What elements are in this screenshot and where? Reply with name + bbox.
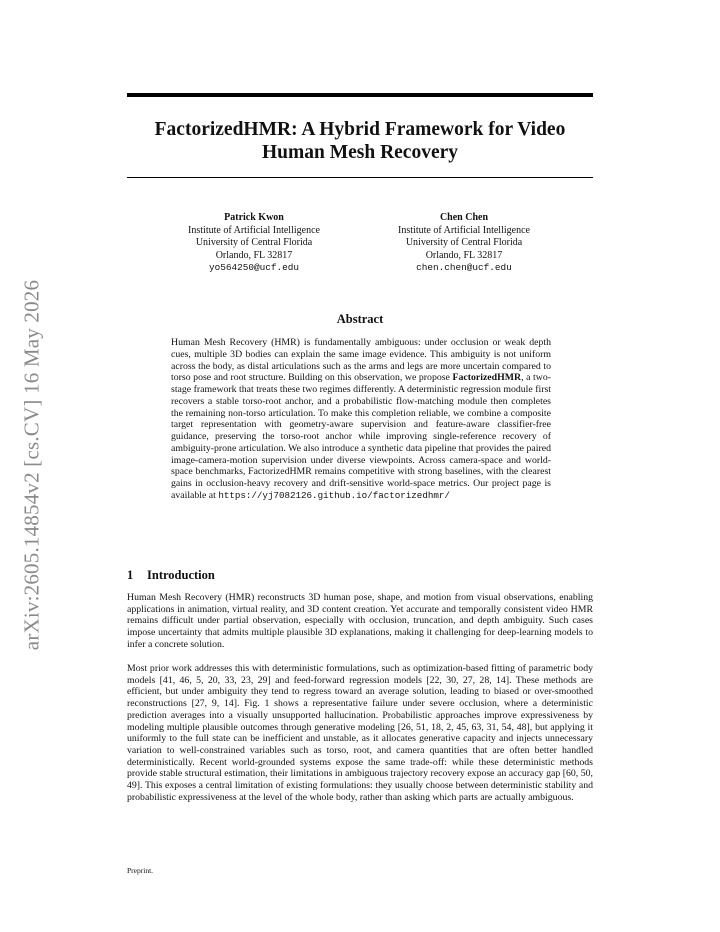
arxiv-identifier: arXiv:2605.14854v2 [cs.CV] 16 May 2026 — [19, 279, 44, 651]
author-affiliation: Institute of Artificial Intelligence — [188, 224, 320, 236]
author-affiliation: Institute of Artificial Intelligence — [398, 224, 530, 236]
author-name: Patrick Kwon — [224, 212, 284, 223]
arxiv-sidebar — [18, 255, 46, 675]
footer-note: Preprint. — [127, 866, 154, 875]
author-location: Orlando, FL 32817 — [425, 249, 503, 261]
section-heading — [127, 568, 215, 583]
method-name: FactorizedHMR — [452, 372, 522, 384]
abstract-text: Human Mesh Recovery (HMR) is fundamentally ambiguous: under occlusion or weak depth cues, multiple 3D bodies can explain the same image evidence. This ambiguity is not uniform across the body, as distal articulations such as the arms and legs are more uncertain compared to torso pose and root structure. Building on this observation, we propose — [171, 337, 551, 384]
author-block — [149, 212, 359, 275]
author-email: yo564250@ucf.edu — [208, 262, 299, 274]
author-name: Chen Chen — [439, 212, 489, 223]
project-page-link[interactable]: https://yj7082126.github.io/factorizedhmr/ — [218, 489, 450, 501]
section-number: 1 — [127, 568, 134, 582]
abstract-text: , a two-stage framework that treats these two regimes differently. A deterministic regression module first recovers a stable torso-root anchor, and a probabilistic flow-matching module then completes the remaining non-torso articulation. To make this completion reliable, we combine a composite target representation with geometry-aware supervision and feature-aware classifier-free guidance, preserving the torso-root anchor while improving single-reference recovery of ambiguity-prone articulation. We also introduce a synthetic data pipeline that provides the paired image-camera-motion supervision under diverse viewpoints. Across camera-space and world-space benchmarks, FactorizedHMR remains competitive with strong baselines, with the clearest gains in occlusion-heavy recovery and drift-sensitive world-space metrics. Our project page is available at — [171, 372, 551, 501]
author-university: University of Central Florida — [195, 237, 313, 249]
abstract-body — [171, 337, 551, 502]
paper-title: FactorizedHMR: A Hybrid Framework for Video Human Mesh Recovery — [154, 119, 566, 163]
author-university: University of Central Florida — [405, 237, 523, 249]
abstract-heading: Abstract — [336, 312, 384, 326]
section-title: Introduction — [147, 568, 215, 582]
title-bottom-rule — [127, 177, 593, 178]
author-location: Orlando, FL 32817 — [215, 249, 293, 261]
title-top-rule — [127, 93, 593, 97]
author-email: chen.chen@ucf.edu — [416, 262, 512, 274]
intro-paragraph: Human Mesh Recovery (HMR) reconstructs 3D human pose, shape, and motion from visual observations, enabling applications in animation, virtual reality, and 3D content creation. Yet accurate and temporally consistent video HMR remains difficult under partial observation, especially with occlusion, truncation, and depth ambiguity. Such cases impose uncertainty that admits multiple plausible 3D explanations, making it challenging for deep-learning models to infer a concrete solution. — [127, 592, 593, 650]
intro-paragraph: Most prior work addresses this with deterministic formulations, such as optimization-based fitting of parametric body models [41, 46, 5, 20, 33, 23, 29] and feed-forward regression models [22, 30, 27, 28, 14]. These methods are efficient, but under ambiguity they tend to regress toward an average solution, leading to biased or over-smoothed reconstructions [27, 9, 14]. Fig. 1 shows a representative failure under severe occlusion, where a deterministic prediction averages into a visually unsupported hallucination. Probabilistic approaches improve expressiveness by modeling multiple plausible outcomes through generative modeling [26, 51, 18, 2, 45, 63, 31, 54, 48], but applying it uniformly to the full state can be inefficient and unstable, as it allocates generative capacity and injects unnecessary variation to well-constrained variables such as torso, root, and camera quantities that are often better handled deterministically. Recent world-grounded systems expose the same trade-off: while these deterministic methods provide stable structural estimation, their limitations in ambiguous trajectory recovery expose an accuracy gap [60, 50, 49]. This exposes a central limitation of existing formulations: they usually choose between deterministic stability and probabilistic expressiveness at the level of the whole body, rather than asking which parts are actually ambiguous. — [127, 663, 593, 803]
author-block — [359, 212, 569, 275]
